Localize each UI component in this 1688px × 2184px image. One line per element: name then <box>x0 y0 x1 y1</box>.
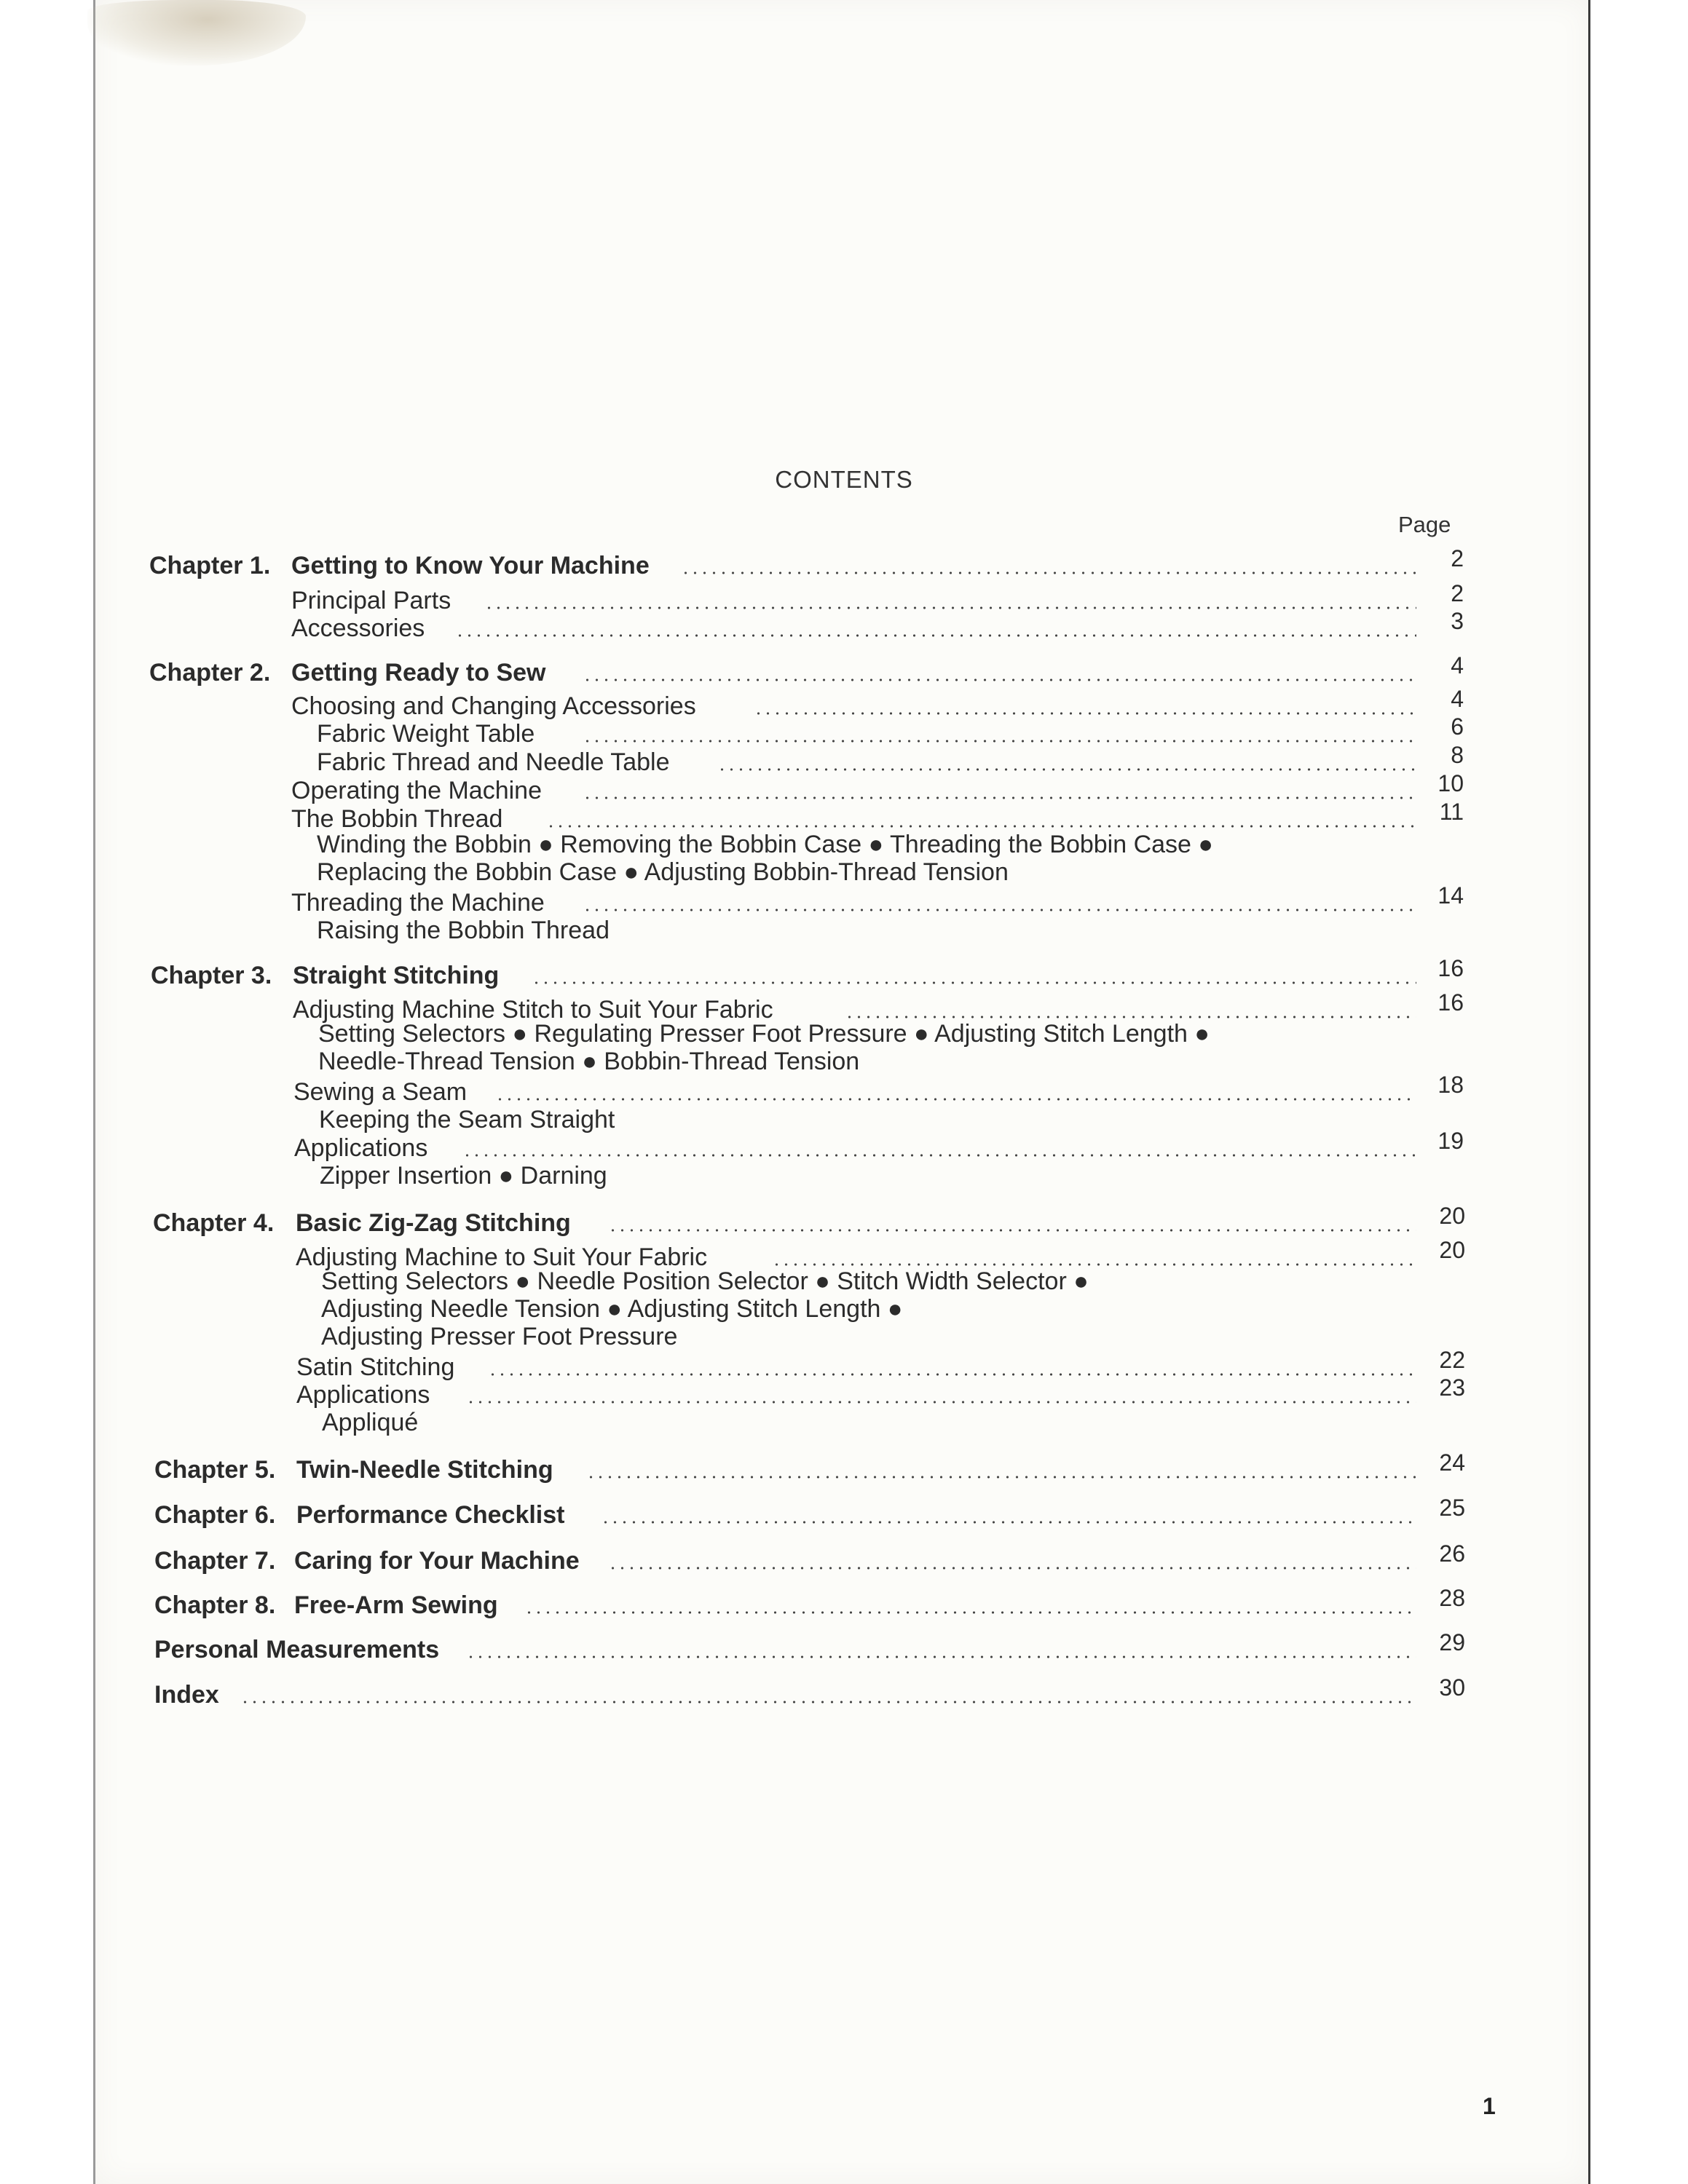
entry-page: 20 <box>1439 1237 1465 1263</box>
entry-label: Basic Zig-Zag Stitching <box>296 1209 571 1237</box>
entry-page: 28 <box>1439 1585 1465 1611</box>
chapter-number: Chapter 5. <box>154 1456 276 1484</box>
dot-leader <box>601 1520 1416 1524</box>
entry-label: Accessories <box>291 614 425 642</box>
entry-page: 22 <box>1439 1347 1465 1373</box>
entry-page: 6 <box>1451 713 1464 740</box>
toc-subtopics: Setting Selectors ● Regulating Presser Foot Pressure ● Adjusting Stitch Length ● <box>318 1020 1210 1048</box>
entry-label: Index <box>154 1681 219 1709</box>
dot-leader <box>583 678 1416 682</box>
entry-label: Twin-Needle Stitching <box>296 1456 553 1484</box>
entry-page: 16 <box>1437 955 1464 981</box>
entry-page: 29 <box>1439 1629 1465 1655</box>
toc-subtopics: Adjusting Presser Foot Pressure <box>321 1323 678 1350</box>
dot-leader <box>240 1700 1416 1704</box>
toc-entry <box>0 608 1688 643</box>
entry-label: The Bobbin Thread <box>291 805 503 833</box>
chapter-number: Chapter 1. <box>149 552 271 579</box>
entry-label: Getting to Know Your Machine <box>291 552 650 579</box>
chapter-number: Chapter 8. <box>154 1591 276 1619</box>
toc-subtopics: Adjusting Needle Tension ● Adjusting Stitch Length ● <box>321 1295 903 1323</box>
dot-leader <box>754 711 1416 716</box>
toc-entry-chapter-7 <box>0 1540 1688 1575</box>
toc-subtopics: Needle-Thread Tension ● Bobbin-Thread Tension <box>318 1048 860 1075</box>
entry-label: Sewing a Seam <box>293 1078 468 1106</box>
toc-entry <box>0 1128 1688 1163</box>
page-number: 1 <box>1483 2093 1496 2119</box>
chapter-number: Chapter 4. <box>153 1209 275 1237</box>
page-title: CONTENTS <box>775 466 913 493</box>
entry-page: 18 <box>1437 1072 1464 1098</box>
dot-leader <box>484 606 1416 610</box>
entry-label: Fabric Thread and Needle Table <box>317 748 670 776</box>
entry-label: Principal Parts <box>291 587 451 614</box>
entry-label: Personal Measurements <box>154 1636 440 1663</box>
dot-leader <box>717 767 1416 772</box>
entry-label: Straight Stitching <box>293 962 500 989</box>
entry-page: 24 <box>1439 1449 1465 1476</box>
entry-page: 30 <box>1439 1674 1465 1701</box>
dot-leader <box>546 824 1416 828</box>
dot-leader <box>608 1228 1416 1233</box>
entry-label: Adjusting Machine Stitch to Suit Your Fabric <box>293 996 773 1024</box>
entry-page: 16 <box>1437 989 1464 1016</box>
dot-leader <box>524 1610 1416 1615</box>
toc-entry <box>0 799 1688 834</box>
entry-page: 25 <box>1439 1495 1465 1521</box>
dot-leader <box>583 908 1416 912</box>
entry-page: 4 <box>1451 686 1464 712</box>
chapter-number: Chapter 7. <box>154 1547 276 1575</box>
dot-leader <box>608 1566 1416 1570</box>
toc-entry-personal-measurements <box>0 1629 1688 1664</box>
toc-subtopics: Keeping the Seam Straight <box>319 1106 615 1133</box>
toc-subtopics: Winding the Bobbin ● Removing the Bobbin Case ● Threading the Bobbin Case ● <box>317 831 1213 858</box>
entry-page: 10 <box>1437 770 1464 796</box>
dot-leader <box>466 1655 1416 1659</box>
toc-entry-chapter-8 <box>0 1585 1688 1620</box>
entry-page: 8 <box>1451 742 1464 768</box>
entry-label: Choosing and Changing Accessories <box>291 692 696 720</box>
dot-leader <box>462 1153 1416 1158</box>
entry-page: 2 <box>1451 545 1464 571</box>
page-column-header: Page <box>1398 512 1451 537</box>
toc-subtopics: Raising the Bobbin Thread <box>317 917 610 944</box>
toc-entry-index <box>0 1674 1688 1709</box>
entry-page: 19 <box>1437 1128 1464 1154</box>
toc-entry-chapter-2 <box>0 652 1688 687</box>
entry-label: Free-Arm Sewing <box>294 1591 498 1619</box>
dot-leader <box>532 981 1416 985</box>
entry-label: Applications <box>296 1381 430 1409</box>
toc-entry-chapter-5 <box>0 1449 1688 1484</box>
dot-leader <box>488 1372 1416 1377</box>
toc-entry <box>0 1374 1688 1409</box>
entry-label: Performance Checklist <box>296 1501 565 1529</box>
chapter-number: Chapter 2. <box>149 659 271 687</box>
entry-label: Threading the Machine <box>291 889 545 917</box>
entry-label: Adjusting Machine to Suit Your Fabric <box>296 1243 708 1271</box>
entry-page: 20 <box>1439 1203 1465 1229</box>
dot-leader <box>455 633 1416 638</box>
chapter-number: Chapter 6. <box>154 1501 276 1529</box>
toc-entry <box>0 882 1688 917</box>
entry-label: Satin Stitching <box>296 1353 455 1381</box>
toc-subtopics: Replacing the Bobbin Case ● Adjusting Bobbin-Thread Tension <box>317 858 1009 886</box>
dot-leader <box>466 1400 1416 1404</box>
toc-entry-chapter-4 <box>0 1203 1688 1238</box>
toc-entry-chapter-1 <box>0 545 1688 580</box>
toc-subtopics: Setting Selectors ● Needle Position Selector ● Stitch Width Selector ● <box>321 1267 1089 1295</box>
chapter-number: Chapter 3. <box>151 962 272 989</box>
toc-entry-chapter-3 <box>0 955 1688 990</box>
dot-leader <box>583 796 1416 800</box>
entry-page: 26 <box>1439 1540 1465 1567</box>
dot-leader <box>583 739 1416 743</box>
entry-label: Fabric Weight Table <box>317 720 535 748</box>
dot-leader <box>586 1475 1416 1479</box>
dot-leader <box>495 1097 1416 1101</box>
entry-page: 2 <box>1451 580 1464 606</box>
toc-entry <box>0 1072 1688 1107</box>
entry-label: Caring for Your Machine <box>294 1547 580 1575</box>
toc-entry-chapter-6 <box>0 1495 1688 1530</box>
entry-page: 14 <box>1437 882 1464 909</box>
entry-page: 23 <box>1439 1374 1465 1401</box>
entry-page: 4 <box>1451 652 1464 678</box>
entry-page: 11 <box>1439 799 1464 825</box>
entry-label: Getting Ready to Sew <box>291 659 546 687</box>
entry-label: Applications <box>294 1134 428 1162</box>
entry-page: 3 <box>1451 608 1464 634</box>
entry-label: Operating the Machine <box>291 777 542 804</box>
toc-subtopics: Appliqué <box>322 1409 419 1436</box>
toc-subtopics: Zipper Insertion ● Darning <box>320 1162 607 1190</box>
dot-leader <box>681 571 1416 575</box>
